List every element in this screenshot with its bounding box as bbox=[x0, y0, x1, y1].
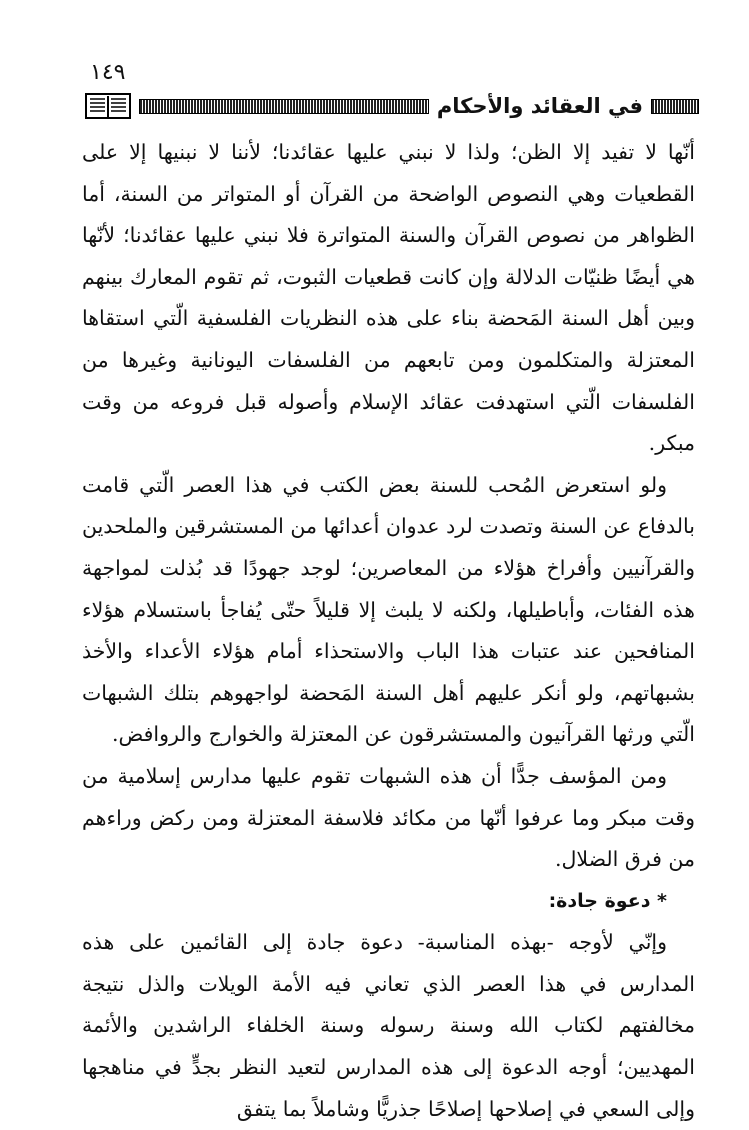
page-number: ١٤٩ bbox=[90, 60, 126, 85]
body-paragraph-4: وإنّي لأوجه -بهذه المناسبة- دعوة جادة إلى القائمين على هذه المدارس في هذا العصر الذي تعاني فيه الأمة الويلات والذل نتيجة مخالفتهم لكتاب الله وسنة رسوله وسنة الخلفاء الراشدين والأئمة المهديين؛ أوجه الدعوة إلى هذه المدارس لتعيد النظر بجدٍّ في مناهجها وإلى السعي في إصلاحها إصلاحًا جذريًّا وشاملاً بما يتفق bbox=[82, 930, 695, 1121]
page-body bbox=[82, 132, 695, 1130]
body-paragraph-1: أنّها لا تفيد إلا الظن؛ ولذا لا نبني عليها عقائدنا؛ لأننا لا نبنيها إلا على القطعيات وهي النصوص الواضحة من القرآن أو المتواتر من السنة، أما الظواهر من نصوص القرآن والسنة المتواترة فلا نبني عليها عقائدنا؛ لأنّها هي أيضًا ظنيّات الدلالة وإن كانت قطعيات الثبوت، ثم تقوم المعارك بينهم وبين أهل السنة المَحضة بناء على هذه النظريات الفلسفية الّتي استقاها المعتزلة والمتكلمون ومن تابعهم من الفلسفات اليونانية وغيرها من الفلسفات الّتي استهدفت عقائد الإسلام وأصوله قبل فروعه من وقت مبكر. bbox=[82, 140, 695, 456]
running-header bbox=[85, 88, 699, 124]
header-ornament-bar bbox=[139, 99, 429, 114]
book-icon bbox=[85, 92, 131, 120]
body-paragraph-3: ومن المؤسف جدًّا أن هذه الشبهات تقوم عليها مدارس إسلامية من وقت مبكر وما عرفوا أنّها من مكائد فلاسفة المعتزلة ومن ركض وراءهم من فرق الضلال. bbox=[82, 763, 695, 872]
header-ornament-right bbox=[651, 99, 699, 114]
section-subheading: * دعوة جادة: bbox=[548, 889, 667, 912]
body-paragraph-2: ولو استعرض المُحب للسنة بعض الكتب في هذا العصر الّتي قامت بالدفاع عن السنة وتصدت لرد عدوان أعدائها من المستشرقين والملحدين والقرآنيين وأفراخ هؤلاء من المعاصرين؛ لوجد جهودًا قد بُذلت لمواجهة هذه الفئات، وأباطيلها، ولكنه لا يلبث إلا قليلاً حتّى يُفاجأ باستسلام هؤلاء المنافحين عند عتبات هذا الباب والاستحذاء أمام هؤلاء الأعداء والأخذ بشبهاتهم، ولو أنكر عليهم أهل السنة المَحضة لواجهوهم بتلك الشبهات الّتي ورثها القرآنيون والمستشرقون عن المعتزلة والخوارج والروافض. bbox=[82, 472, 695, 747]
header-title: في العقائد والأحكام bbox=[436, 94, 643, 118]
